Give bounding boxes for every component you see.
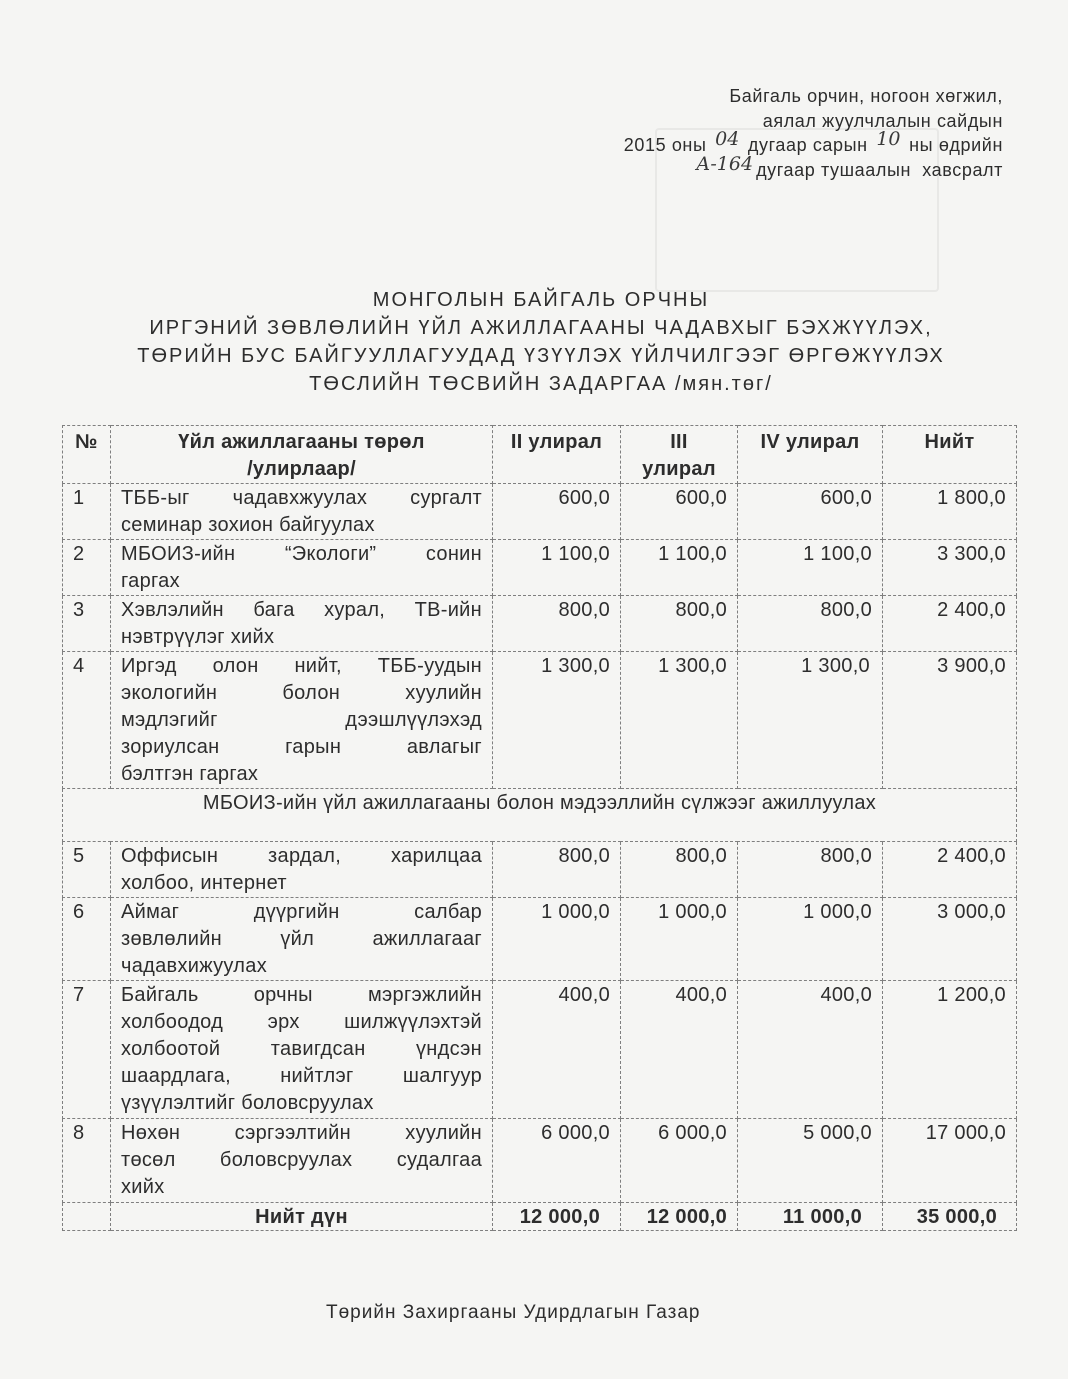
total-value: 3 000,0 [883, 898, 1017, 981]
issuing-office: Төрийн Захиргааны Удирдлагын Газар [326, 1302, 701, 1323]
activity-cell [111, 484, 493, 540]
table-row [63, 1119, 1017, 1203]
section-row [63, 789, 1017, 842]
activity-line: үзүүлэлтийг боловсруулах [121, 1092, 374, 1114]
title-line: МОНГОЛЫН БАЙГАЛЬ ОРЧНЫ [372, 289, 710, 311]
column-header-q3 [621, 426, 738, 484]
activity-line: холбоо, интернет [121, 872, 287, 894]
handwritten-month: 04 [715, 128, 740, 150]
column-header-activity [111, 426, 493, 484]
activity-line: бэлтгэн гаргах [121, 763, 259, 785]
activity-cell [111, 596, 493, 652]
title-line: ИРГЭНИЙ ЗӨВЛӨЛИЙН ҮЙЛ АЖИЛЛАГААНЫ ЧАДАВХЫГ БЭХЖҮҮЛЭХ, [149, 317, 933, 339]
q2-value: 1 300,0 [493, 652, 621, 789]
grand-total-label: Нийт дүн [111, 1203, 493, 1231]
q3-value: 1 100,0 [621, 540, 738, 596]
q3-value: 1 000,0 [621, 898, 738, 981]
total-value: 2 400,0 [883, 596, 1017, 652]
q4-value: 800,0 [738, 842, 883, 898]
column-header-activity-line: /улирлаар/ [247, 458, 356, 480]
column-header-number: № [63, 426, 111, 484]
q2-value: 6 000,0 [493, 1119, 621, 1203]
activity-line: холбоодод эрх шилжүүлэхтэй [121, 1011, 482, 1033]
table-header-row [63, 426, 1017, 484]
table-row [63, 596, 1017, 652]
row-number: 5 [63, 842, 111, 898]
activity-line: семинар зохион байгуулах [121, 514, 375, 536]
activity-line: зөвлөлийн үйл ажиллагааг [121, 928, 482, 950]
header-month-text: дугаар сарын [747, 135, 868, 155]
q2-value: 800,0 [493, 842, 621, 898]
activity-line: төсөл боловсруулах судалгаа [121, 1149, 482, 1171]
activity-line: гаргах [121, 570, 180, 592]
row-number: 6 [63, 898, 111, 981]
activity-line: чадавхижуулах [121, 955, 267, 977]
activity-cell [111, 898, 493, 981]
document-title [14, 286, 1068, 398]
header-line-date [623, 128, 1003, 158]
activity-line: зориулсан гарын авлагыг [121, 736, 482, 758]
column-header-activity-line: Үйл ажиллагааны төрөл [178, 431, 425, 453]
activity-line: МБОИЗ-ийн “Экологи” сонин [121, 543, 482, 565]
budget-table [62, 425, 1017, 1231]
table-row [63, 981, 1017, 1119]
grand-total-number-cell [63, 1203, 111, 1231]
table-row [63, 484, 1017, 540]
activity-line: Нөхөн сэргээлтийн хуулийн [121, 1122, 482, 1144]
header-year: 2015 оны [623, 135, 707, 155]
table-row [63, 842, 1017, 898]
activity-line: мэдлэгийг дээшлүүлэхэд [121, 709, 482, 731]
activity-line: экологийн болон хуулийн [121, 682, 482, 704]
q4-value: 5 000,0 [738, 1119, 883, 1203]
handwritten-day: 10 [876, 128, 901, 150]
total-value: 1 800,0 [883, 484, 1017, 540]
column-header-q4: IV улирал [738, 426, 883, 484]
title-line: ТӨРИЙН БУС БАЙГУУЛЛАГУУДАД ҮЗҮҮЛЭХ ҮЙЛЧИЛГЭЭГ ӨРГӨЖҮҮЛЭХ [137, 345, 945, 367]
column-header-q3-line: улирал [642, 458, 716, 480]
column-header-q3-line: III [670, 431, 688, 453]
activity-cell [111, 1119, 493, 1203]
grand-total-row [63, 1203, 1017, 1231]
grand-total-q3: 12 000,0 [621, 1203, 738, 1231]
total-value: 1 200,0 [883, 981, 1017, 1119]
q4-value: 1 000,0 [738, 898, 883, 981]
table-row [63, 540, 1017, 596]
total-value: 2 400,0 [883, 842, 1017, 898]
total-value: 3 300,0 [883, 540, 1017, 596]
table-row [63, 898, 1017, 981]
activity-cell [111, 981, 493, 1119]
activity-line: холбоотой тавигдсан үндсэн [121, 1038, 482, 1060]
q2-value: 800,0 [493, 596, 621, 652]
q4-value: 400,0 [738, 981, 883, 1119]
table-row [63, 652, 1017, 789]
title-line: ТӨСЛИЙН ТӨСВИЙН ЗАДАРГАА /мян.төг/ [309, 373, 773, 395]
activity-line: шаардлага, нийтлэг шалгуур [121, 1065, 482, 1087]
activity-line: Иргэд олон нийт, ТББ-уудын [121, 655, 482, 677]
activity-line: Хэвлэлийн бага хурал, ТВ-ийн [121, 599, 482, 621]
q2-value: 600,0 [493, 484, 621, 540]
activity-line: хийх [121, 1176, 165, 1198]
row-number: 8 [63, 1119, 111, 1203]
q3-value: 800,0 [621, 842, 738, 898]
activity-line: нэвтрүүлэг хийх [121, 626, 275, 648]
q3-value: 400,0 [621, 981, 738, 1119]
q3-value: 1 300,0 [621, 652, 738, 789]
activity-line: Оффисын зардал, харилцаа [121, 845, 482, 867]
header-line-order [624, 152, 1003, 183]
handwritten-order-number: А-164 [695, 152, 754, 175]
activity-line: ТББ-ыг чадавхжуулах сургалт [121, 487, 482, 509]
activity-cell [111, 842, 493, 898]
attachment-header [624, 84, 1003, 182]
q2-value: 1 000,0 [493, 898, 621, 981]
total-value: 3 900,0 [883, 652, 1017, 789]
header-day-text: ны өдрийн [909, 135, 1003, 155]
total-value: 17 000,0 [883, 1119, 1017, 1203]
row-number: 4 [63, 652, 111, 789]
row-number: 3 [63, 596, 111, 652]
header-order-text: дугаар тушаалын хавсралт [756, 159, 1003, 180]
q4-value: 800,0 [738, 596, 883, 652]
q4-value: 600,0 [738, 484, 883, 540]
header-line-minister: аялал жуулчлалын сайдын [762, 110, 1003, 131]
row-number: 2 [63, 540, 111, 596]
activity-line: Байгаль орчны мэргэжлийн [121, 984, 482, 1006]
q2-value: 1 100,0 [493, 540, 621, 596]
activity-cell [111, 540, 493, 596]
q4-value: 1 100,0 [738, 540, 883, 596]
row-number: 7 [63, 981, 111, 1119]
row-number: 1 [63, 484, 111, 540]
grand-total-q4: 11 000,0 [738, 1203, 883, 1231]
activity-line: Аймаг дүүргийн салбар [121, 901, 482, 923]
q4-value: 1 300,0 [738, 652, 883, 789]
column-header-total: Нийт [883, 426, 1017, 484]
grand-total-sum: 35 000,0 [883, 1203, 1017, 1231]
q3-value: 6 000,0 [621, 1119, 738, 1203]
grand-total-q2: 12 000,0 [493, 1203, 621, 1231]
column-header-q2: II улирал [493, 426, 621, 484]
q2-value: 400,0 [493, 981, 621, 1119]
q3-value: 800,0 [621, 596, 738, 652]
section-heading: МБОИЗ-ийн үйл ажиллагааны болон мэдээллийн сүлжээг ажиллуулах [63, 789, 1017, 842]
q3-value: 600,0 [621, 484, 738, 540]
header-line-ministry: Байгаль орчин, ногоон хөгжил, [729, 86, 1003, 106]
activity-cell [111, 652, 493, 789]
